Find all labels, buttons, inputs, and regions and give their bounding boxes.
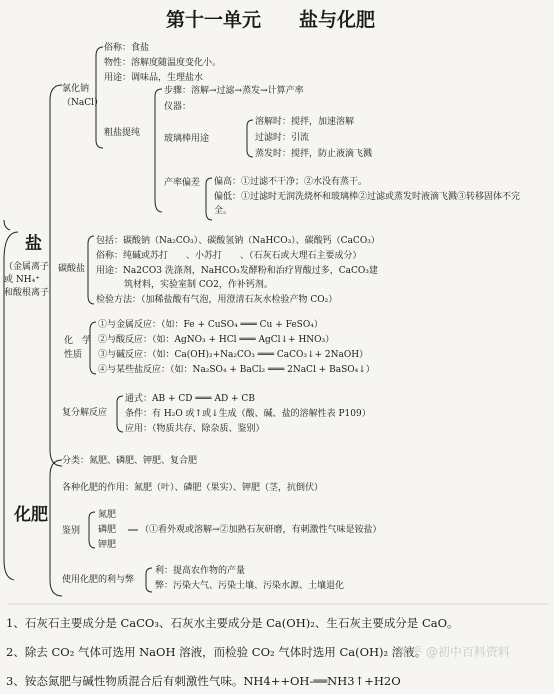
- carbonate-common-names: 俗称：纯碱或苏打 、小苏打 、（石灰石或大理石主要成分）: [96, 251, 362, 261]
- fertilizer-roles: 各种化肥的作用：氮肥（叶）、磷肥（果实）、钾肥（茎，抗倒伏）: [62, 483, 324, 493]
- purify-steps: 步骤：溶解→过滤→蒸发→计算产率: [164, 86, 304, 96]
- salt-brace: [50, 85, 62, 466]
- nacl-name: 氯化钠: [62, 84, 90, 94]
- identify-brace: [89, 512, 95, 548]
- identify-method: （①看外观或溶解→②加熟石灰研磨，有刺激性气味是铵盐）: [140, 525, 382, 535]
- pros: 利：提高农作物的产量: [155, 566, 246, 576]
- double-brace: [117, 396, 123, 432]
- fertilizer-types: 分类：氮肥、磷肥、钾肥、复合肥: [62, 456, 198, 466]
- watermark: 知乎 @初中百科资料: [398, 645, 510, 659]
- glass-rod-label: 玻璃棒用途: [164, 134, 210, 144]
- double-decomp-condition: 条件：有 H₂O 或↑或↓生成（酸、碱、盐的溶解性表 P109）: [125, 409, 371, 419]
- reaction-base: ③与碱反应：（如：Ca(OH)₂+Na₂CO₃ ═══ CaCO₃↓+ 2NaOH）: [98, 350, 369, 360]
- page-topic: 盐与化肥: [299, 9, 376, 31]
- chem-label-2: 性质: [64, 350, 83, 360]
- yield-low: 偏低：①过滤时无润洗烧杯和玻璃棒②过滤或蒸发时液滴飞溅③转移固体不完: [214, 192, 521, 202]
- fertilizer-label: 化肥: [14, 505, 48, 525]
- carbonate-brace: [88, 236, 94, 304]
- salt-definition-2: 或 NH₄⁺: [4, 275, 40, 285]
- proscons-brace: [146, 568, 152, 592]
- yield-brace: [206, 178, 212, 220]
- page-title: 第十一单元: [166, 9, 262, 31]
- identify-label: 鉴别: [62, 526, 81, 536]
- salt-definition-1: （金属离子: [4, 262, 50, 272]
- note-2: 2、除去 CO₂ 气体可选用 NaOH 溶液，而检验 CO₂ 气体时选用 Ca(OH)₂ 溶液。: [6, 645, 427, 659]
- identify-nitrogen: 氮肥: [98, 510, 117, 520]
- fert-brace: [50, 460, 62, 596]
- rod-use-filter: 过滤时：引流: [255, 133, 310, 143]
- salt-definition-3: 和酸根离子: [4, 288, 50, 298]
- pros-cons-label: 使用化肥的利与弊: [62, 575, 135, 585]
- note-1: 1、石灰石主要成分是 CaCO₃、石灰水主要成分是 Ca(OH)₂、生石灰主要成分是 CaO。: [6, 616, 459, 630]
- carbonate-use: 用途：Na2CO3 洗涤剂，NaHCO₃发酵粉和治疗胃酸过多，CaCO₃建: [96, 266, 378, 276]
- carbonate-test: 检验方法：（加稀盐酸有气泡，用澄清石灰水检验产物 CO₂）: [96, 295, 338, 305]
- identify-potassium: 钾肥: [98, 540, 117, 550]
- rod-use-dissolve: 溶解时：搅拌，加速溶解: [255, 117, 355, 127]
- rod-brace: [247, 120, 253, 157]
- nacl-use: 用途：调味品，生理盐水: [104, 73, 204, 83]
- yield-high: 偏高：①过滤不干净；②水没有蒸干。: [214, 177, 368, 187]
- reaction-acid: ②与酸反应：（如：AgNO₃ + HCl ═══ AgCl↓+ HNO₃）: [98, 335, 335, 345]
- reaction-metal: ①与金属反应：（如：Fe + CuSO₄ ═══ Cu + FeSO₄）: [98, 320, 323, 330]
- purify-brace: [155, 89, 162, 212]
- yield-low-cont: 全。: [214, 206, 233, 216]
- nacl-common-name: 俗称：食盐: [104, 43, 150, 53]
- main-brace-top: [4, 220, 10, 230]
- yield-error-label: 产率偏差: [164, 178, 201, 188]
- carbonate-use-cont: 筑材料，实验室制 CO2，作补钙剂。: [124, 280, 273, 290]
- cons: 弊：污染大气、污染土壤、污染水源、土壤退化: [155, 581, 345, 591]
- double-decomp-formula: 通式：AB + CD ═══ AD + CB: [125, 394, 255, 404]
- chem-brace: [90, 322, 96, 374]
- double-decomp-label: 复分解反应: [62, 408, 108, 418]
- rod-use-evaporate: 蒸发时：搅拌，防止液滴飞溅: [255, 149, 373, 159]
- purify-label: 粗盐提纯: [104, 128, 141, 138]
- carbonate-includes: 包括：碳酸钠（Na₂CO₃）、碳酸氢钠（NaHCO₃）、碳酸钙（CaCO₃）: [96, 236, 380, 246]
- note-3: 3、铵态氮肥与碱性物质混合后有刺激性气味。NH4++OH-══NH3↑+H2O: [6, 674, 401, 688]
- chem-label: 化 学: [64, 336, 92, 346]
- purify-instruments: 仪器：: [164, 102, 192, 112]
- identify-phosphorus: 磷肥: [98, 525, 117, 535]
- reaction-salt: ④与某些盐反应：（如：Na₂SO₄ + BaCl₂ ═══ 2NaCl + BaSO₄↓）: [98, 365, 375, 375]
- salt-label: 盐: [25, 234, 42, 254]
- nacl-property: 物性：溶解度随温度变化小。: [104, 58, 222, 68]
- nacl-formula: （NaCl）: [62, 98, 104, 108]
- double-decomp-use: 应用：（物质共存、除杂质、鉴别）: [125, 424, 265, 434]
- carbonate-label: 碳酸盐: [58, 264, 86, 274]
